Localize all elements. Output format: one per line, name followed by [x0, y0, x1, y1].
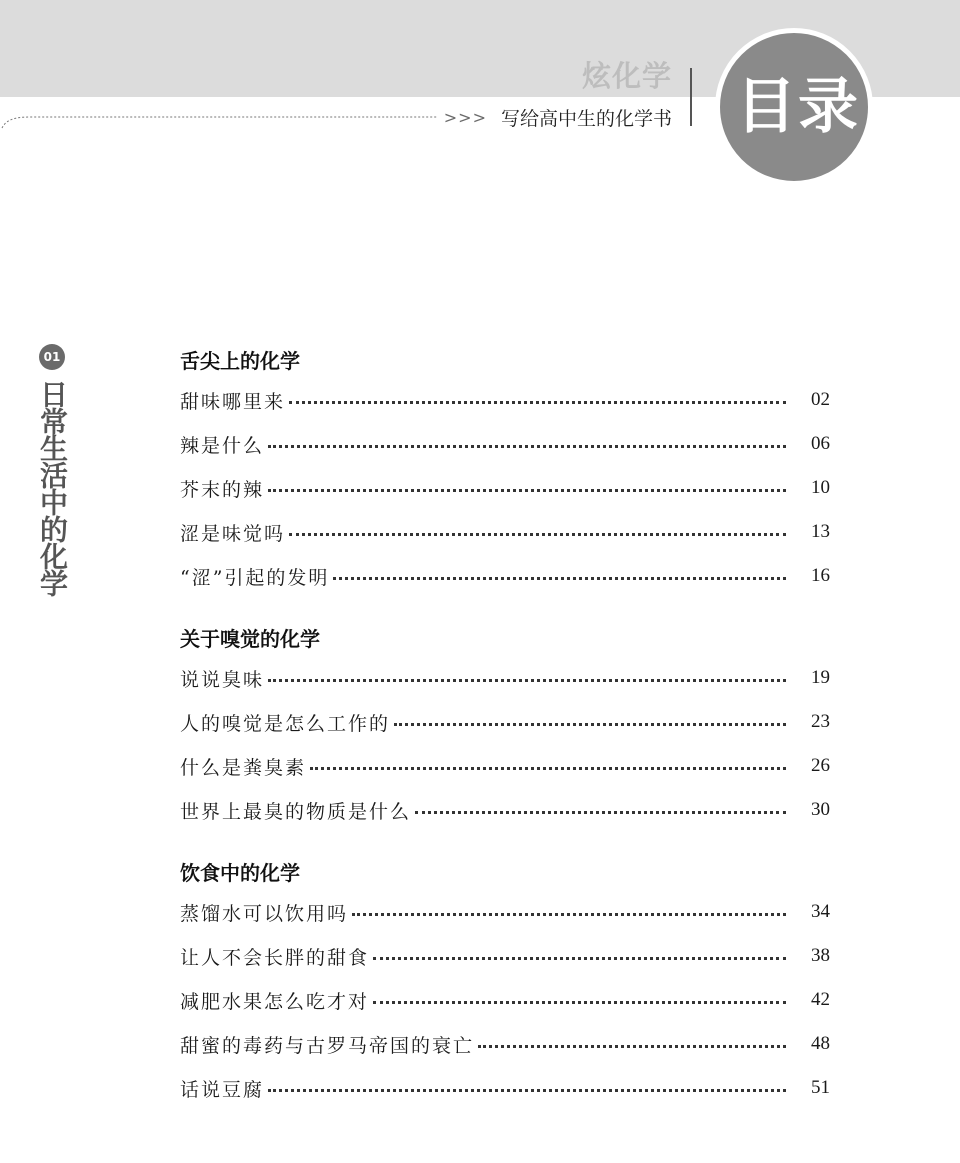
dot-leader [352, 913, 786, 916]
dot-leader [268, 445, 786, 448]
dot-leader [415, 811, 786, 814]
table-of-contents [180, 344, 830, 1110]
toc-entry[interactable] [180, 890, 830, 934]
dot-leader [268, 489, 786, 492]
toc-entry-label: 说说臭味 [180, 668, 265, 691]
toc-entry-label: 让人不会长胖的甜食 [180, 946, 370, 969]
dot-leader [289, 401, 786, 404]
toc-entry-page: 26 [811, 755, 830, 776]
dot-leader [268, 1089, 786, 1092]
toc-entry-label: 话说豆腐 [180, 1078, 265, 1101]
book-subtitle: 写给高中生的化学书 [500, 108, 672, 130]
dot-leader [478, 1045, 786, 1048]
toc-entry-page: 38 [811, 945, 830, 966]
toc-entry-label: 涩是味觉吗 [180, 522, 286, 545]
chapter-number-badge: 01 [39, 344, 65, 370]
toc-entry-label: 芥末的辣 [180, 478, 265, 501]
toc-entry-page: 19 [811, 667, 830, 688]
toc-entry[interactable] [180, 700, 830, 744]
toc-entry[interactable] [180, 378, 830, 422]
toc-entry-label: “涩”引起的发明 [180, 566, 330, 589]
toc-entry-page: 02 [811, 389, 830, 410]
toc-entry-page: 10 [811, 477, 830, 498]
toc-entry-label: 世界上最臭的物质是什么 [180, 800, 412, 823]
toc-entry-page: 30 [811, 799, 830, 820]
header-subtitle-row [444, 104, 672, 131]
toc-entry[interactable] [180, 934, 830, 978]
toc-entry-page: 13 [811, 521, 830, 542]
chapter-title: 日常生活中的化学 [36, 380, 69, 596]
toc-entry[interactable] [180, 978, 830, 1022]
dot-leader [268, 679, 786, 682]
toc-entry-page: 06 [811, 433, 830, 454]
header-divider [690, 68, 692, 126]
chapter-marker [36, 344, 68, 596]
toc-entry[interactable] [180, 510, 830, 554]
section-title: 舌尖上的化学 [180, 349, 300, 373]
toc-entry-label: 辣是什么 [180, 434, 265, 457]
dot-leader [394, 723, 786, 726]
toc-entry-label: 甜蜜的毒药与古罗马帝国的衰亡 [180, 1034, 475, 1057]
toc-entry[interactable] [180, 1022, 830, 1066]
toc-entry[interactable] [180, 788, 830, 832]
toc-entry[interactable] [180, 466, 830, 510]
brand-name: 炫化学 [581, 59, 672, 93]
chevrons-icon: >>> [443, 108, 487, 127]
title-circle [715, 28, 873, 186]
toc-entry-label: 人的嗅觉是怎么工作的 [180, 712, 391, 735]
dot-leader [289, 533, 786, 536]
section-title: 饮食中的化学 [180, 861, 300, 885]
dot-leader [333, 577, 786, 580]
toc-entry-page: 51 [811, 1077, 830, 1098]
dot-leader [373, 957, 786, 960]
section-title: 关于嗅觉的化学 [180, 627, 320, 651]
page-title: 目录 [736, 72, 860, 142]
toc-entry-label: 甜味哪里来 [180, 390, 286, 413]
toc-entry-page: 16 [811, 565, 830, 586]
toc-entry[interactable] [180, 554, 830, 598]
header-dashed-line [0, 100, 440, 130]
toc-entry-page: 48 [811, 1033, 830, 1054]
toc-entry[interactable] [180, 656, 830, 700]
toc-entry[interactable] [180, 1066, 830, 1110]
toc-entry-label: 减肥水果怎么吃才对 [180, 990, 370, 1013]
toc-entry[interactable] [180, 744, 830, 788]
dot-leader [310, 767, 786, 770]
toc-entry-page: 42 [811, 989, 830, 1010]
toc-entry[interactable] [180, 422, 830, 466]
toc-entry-page: 34 [811, 901, 830, 922]
toc-entry-label: 蒸馏水可以饮用吗 [180, 902, 349, 925]
toc-entry-label: 什么是粪臭素 [180, 756, 307, 779]
dot-leader [373, 1001, 786, 1004]
toc-entry-page: 23 [811, 711, 830, 732]
